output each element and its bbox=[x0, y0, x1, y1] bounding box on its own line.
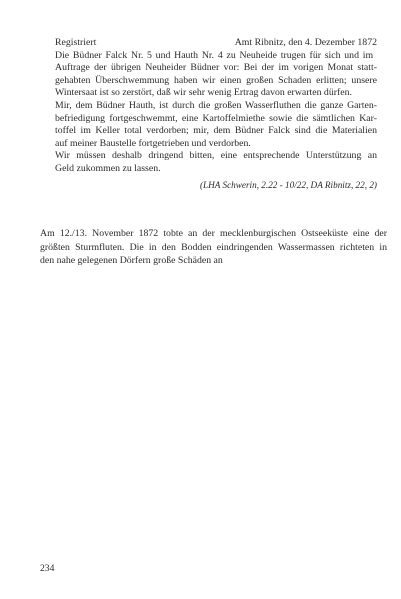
letter-line: Auftrage der übrigen Neuheider Büdner vor: Bei der im vorigen Monat statt- bbox=[55, 62, 377, 74]
letter-line: Mir, dem Büdner Hauth, ist durch die großen Wasserfluthen die ganze Garten- bbox=[55, 99, 377, 111]
registration-stamp: Registriert bbox=[55, 37, 97, 48]
letter-line: gehabten Überschwemmung haben wir einen großen Schaden erlitten; unsere bbox=[55, 74, 377, 86]
place-and-date: Amt Ribnitz, den 4. Dezember 1872 bbox=[234, 37, 377, 48]
page-number: 234 bbox=[40, 563, 55, 574]
letter-line: befriedigung fortgeschwemmt, eine Kartoffelmiethe sowie die sämtlichen Kar- bbox=[55, 112, 377, 124]
body-line: Am 12./13. November 1872 tobte an der mecklenburgischen Ostseeküste eine der bbox=[40, 228, 387, 239]
letter-line: Wintersaat ist so zerstört, daß wir sehr wenig Ertrag davon erwarten dürfen. bbox=[55, 87, 352, 99]
letter-line: Wir müssen deshalb dringend bitten, eine entsprechende Unterstützung an bbox=[55, 150, 377, 162]
letter-body bbox=[55, 50, 377, 176]
body-paragraph bbox=[40, 227, 387, 268]
body-line: den nahe gelegenen Dörfern große Schäden an bbox=[40, 255, 223, 267]
archive-source-citation: (LHA Schwerin, 2.22 - 10/22, DA Ribnitz, 22, 2) bbox=[199, 180, 377, 190]
letter-line: Die Büdner Falck Nr. 5 und Hauth Nr. 4 zu Neuheide trugen für sich und im bbox=[55, 49, 374, 61]
letter-line: toffel im Keller total verdorben; mir, dem Büdner Falck sind die Materialien bbox=[55, 125, 377, 137]
quoted-letter bbox=[55, 37, 377, 176]
letter-line: auf meiner Baustelle fortgetrieben und verdorben. bbox=[55, 137, 251, 149]
letter-header bbox=[55, 37, 377, 50]
letter-line: Geld zukommen zu lassen. bbox=[55, 162, 161, 174]
body-line: größten Sturmfluten. Die in den Bodden eindringenden Wassermassen richteten in bbox=[40, 241, 387, 253]
